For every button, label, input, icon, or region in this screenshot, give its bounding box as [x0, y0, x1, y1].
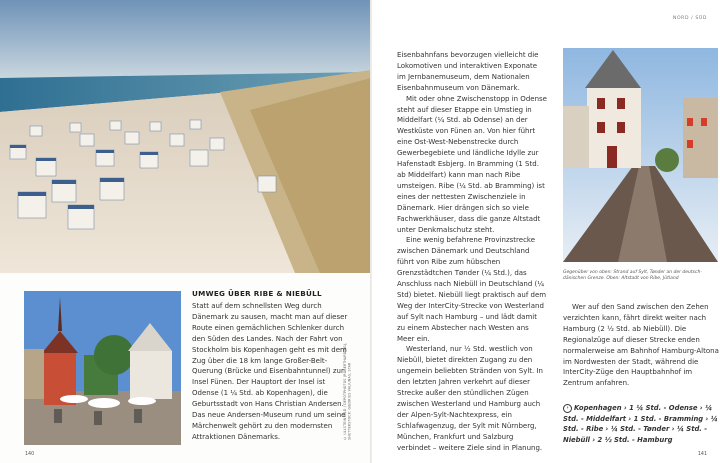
page-number-left: 140 — [25, 452, 35, 457]
paragraph: Westerland, nur ½ Std. westlich von Niebüll, bietet direkten Zugang zu den ungemein beliebten Stränden von Sylt. In den letzten Jahren verkehrt auf dieser Strecke außer den stündlichen Zügen zwischen Westerland und Hamburg auch der Alpen-Sylt-Nachtexpress, ein Schlafwagenzug, der Sylt mit Nürnberg, München, Frankfurt und Salzburg verbindet – weitere Ziele sind in Planung. — [397, 345, 543, 452]
paragraph: Wer auf den Sand zwischen den Zehen verzichten kann, fährt direkt weiter nach Hamburg (2 ½ Std. ab Niebüll). Die Regionalzüge auf dieser Strecke enden normalerweise am Bahnhof Hamburg-Altona im Nordwesten der Stadt, während die InterCity-Züge den Hauptbahnhof im Zentrum anfahren. — [563, 303, 719, 388]
right-article-column — [397, 50, 547, 454]
town-photo — [24, 291, 181, 445]
paragraph: Eisenbahnfans bevorzugen vielleicht die Lokomotiven und interaktiven Exponate im Jernbanemuseum, dem Nationalen Eisenbahnmuseum von Dänemark. — [397, 51, 539, 92]
photo-credits: © ULLSTEIN BILD / DEPOTPHOTOS (ROBERTHARDING), SHUTTERSTOCK: GIEDRIUS VALIUNAS, STAR — [343, 342, 352, 440]
route-text: Kopenhagen › 1 ¼ Std. - Odense › ¼ Std. - Middelfart › 1 Std. - Bramming › ¼ Std. - Ribe › ¼ Std. - Tønder › ¼ Std. - Niebüll › 2 ½ Std. - Hamburg — [563, 404, 718, 444]
section-heading: UMWEG ÜBER RIBE & NIEBÜLL — [192, 289, 322, 298]
route-summary — [563, 403, 719, 445]
ribe-street-image — [563, 48, 718, 262]
beach-photo — [0, 0, 371, 273]
right-sidebar-column — [563, 302, 719, 445]
paragraph: Eine wenig befahrene Provinzstrecke zwischen Dänemark und Deutschland führt von Ribe zum hübschen Grenzstädtchen Tønder (¼ Std.), das Anschluss nach Niebüll in Deutschland (¼ Std) bietet. Niebüll liegt praktisch auf dem Weg der InterCity-Strecke von Westerland auf Sylt nach Hamburg – und lädt damit zu einem Abstecher nach Westen ans Meer ein. — [397, 236, 547, 343]
paragraph: Mit oder ohne Zwischenstopp in Odense steht auf dieser Etappe ein Umstieg in Middelfart (¼ Std. ab Odense) an der Westküste von Fünen an. Von hier führt eine Ost-West-Nebenstrecke durch Gewerbegebiete und ländliche Idylle zur Hafenstadt Esbjerg. In Bramming (1 Std. ab Middelfart) kann man nach Ribe umsteigen. Ribe (¼ Std. ab Bramming) ist eines der nettesten Zwischenziele in Dänemark. Hier drängen sich so viele Fachwerkhäuser, dass die ganze Altstadt unter Denkmalschutz steht. — [397, 94, 547, 234]
left-article-column — [192, 289, 348, 443]
beach-chairs-image — [0, 0, 371, 273]
photo-caption: Gegenüber von oben: Strand auf Sylt, Tønder an der deutsch-dänischen Grenze. Oben: Altstadt von Ribe, Jütland — [563, 270, 702, 282]
train-route-icon: › — [563, 404, 572, 413]
intro-paragraph: Statt auf dem schnellsten Weg durch Dänemark zu sausen, macht man auf dieser Route einen gemächlichen Schlenker durch den Süden des Landes. Nach der Fahrt von Stockholm bis Kopenhagen geht es mit dem Zug über die 18 km lange Großer-Belt-Querung (Brücke und Eisenbahntunnel) zur Insel Fünen. Der Hauptort der Insel ist Odense (1 ¼ Std. ab Kopenhagen), die Geburtsstadt von Hans Christian Andersen. Das neue Andersen-Museum rund um seine Märchenwelt gehört zu den modernsten Attraktionen Dänemarks. — [192, 302, 348, 441]
page-number-right: 141 — [697, 452, 707, 457]
tonder-town-image — [24, 291, 181, 445]
running-head: NORD / SÜD — [672, 16, 707, 21]
street-photo — [563, 48, 718, 262]
